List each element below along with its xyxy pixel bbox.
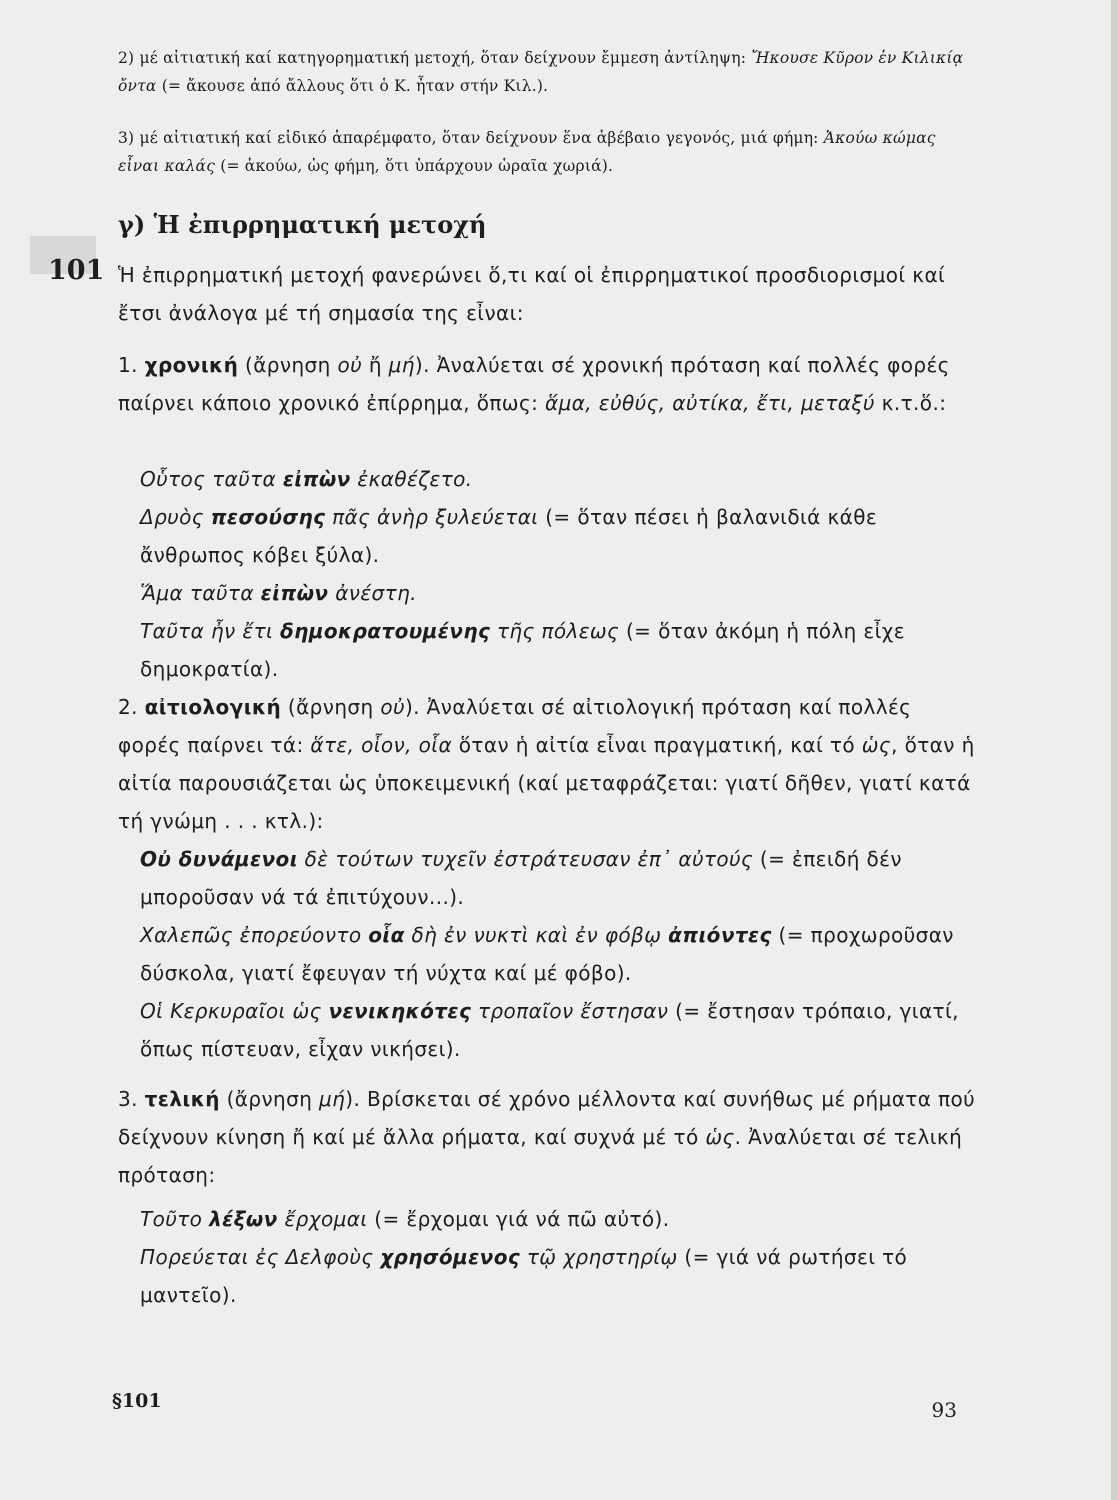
text-run: ὡς xyxy=(861,733,892,757)
text-run: εἰπὼν xyxy=(282,467,351,491)
text-run: (= ἔρχομαι γιά νά πῶ αὐτό). xyxy=(367,1207,670,1231)
text-run: εἰπὼν xyxy=(260,581,329,605)
text-run: Οὗτος ταῦτα xyxy=(140,467,283,491)
text-run: (= ἔστησαν τρόπαιο, γιατί, ὅπως πίστευαν, εἶχαν νικήσει). xyxy=(140,999,959,1061)
text-run: Πορεύεται ἐς Δελφοὺς xyxy=(140,1245,381,1269)
item-3 xyxy=(118,124,977,180)
final-examples xyxy=(140,1200,977,1314)
text-run: (= προχωροῦσαν δύσκολα, γιατί ἔφευγαν τή νύχτα καί μέ φόβο). xyxy=(140,923,954,985)
margin-paragraph-number: 101 xyxy=(48,255,105,286)
text-run: ἔρχομαι xyxy=(277,1207,368,1231)
text-run: 3. xyxy=(118,1087,145,1111)
text-run: (ἄρνηση xyxy=(281,695,381,719)
text-run: οὐ xyxy=(380,695,405,719)
page-number: 93 xyxy=(931,1398,957,1422)
term-causal: αἰτιολογική xyxy=(144,695,282,719)
text-run: 3) xyxy=(118,129,135,147)
text-run: μέ αἰτιατική καί κατηγορηματική μετοχή, ὅταν δείχνουν ἔμμεση ἀντίληψη: xyxy=(134,49,752,67)
example-line xyxy=(140,1200,977,1238)
final-paragraph xyxy=(118,1080,977,1194)
text-run: 2. xyxy=(118,695,145,719)
text-run: (= ὅταν ἀκόμη ἡ πόλη εἶχε δημοκρατία). xyxy=(140,619,905,681)
example-line xyxy=(140,574,977,612)
text-run: (= ἄκουσε ἀπό ἄλλους ὅτι ὁ Κ. ἦταν στήν Κιλ.). xyxy=(156,77,549,95)
text-run: ἐκαθέζετο. xyxy=(350,467,473,491)
text-run: πεσούσης xyxy=(210,505,326,529)
text-run: ). Ἀναλύεται σέ αἰτιολογική πρόταση καί πολλές φορές παίρνει τά: xyxy=(118,695,912,757)
text-run: (= ὅταν πέσει ἡ βαλανιδιά κάθε ἄνθρωπος κόβει ξύλα). xyxy=(140,505,878,567)
text-run: 1. xyxy=(118,353,145,377)
text-run: χρησόμενος xyxy=(380,1245,521,1269)
text-run: Ἀκούω κώμας εἶναι καλάς xyxy=(118,129,936,175)
text-run: ἀπιόντες xyxy=(668,923,772,947)
temporal-examples xyxy=(140,460,977,688)
text-run: δημοκρατουμένης xyxy=(279,619,491,643)
text-run: Ταῦτα ἦν ἔτι xyxy=(140,619,280,643)
example-line xyxy=(140,992,977,1068)
text-run: , ὅταν ἡ αἰτία παρουσιάζεται ὡς ὑποκειμενική (καί μεταφράζεται: γιατί δῆθεν, γιατί κατά τή γνώμη . . . κτλ.): xyxy=(118,733,975,833)
example-line xyxy=(140,1238,977,1314)
text-run: ὡς xyxy=(705,1125,735,1149)
text-run: λέξων xyxy=(209,1207,278,1231)
text-run: μή xyxy=(388,353,415,377)
text-run: ). Ἀναλύεται σέ χρονική πρόταση καί πολλές φορές παίρνει κάποιο χρονικό ἐπίρρημα, ὅπως: xyxy=(118,353,950,415)
example-line xyxy=(140,498,977,574)
text-run: οὐ xyxy=(337,353,363,377)
text-run: κ.τ.ὅ.: xyxy=(874,391,947,415)
text-run: ἀνέστη. xyxy=(328,581,417,605)
text-run: τροπαῖον ἔστησαν xyxy=(471,999,669,1023)
text-run: (ἄρνηση xyxy=(238,353,338,377)
text-run: πᾶς ἀνὴρ ξυλεύεται xyxy=(325,505,539,529)
example-line xyxy=(140,460,977,498)
causal-examples xyxy=(140,840,977,1068)
text-run: (= ἐπειδή δέν μποροῦσαν νά τά ἐπιτύχουν...). xyxy=(140,847,902,909)
text-run: ἤ xyxy=(362,353,389,377)
text-run: μή xyxy=(319,1087,346,1111)
text-run: δὴ ἐν νυκτὶ καὶ ἐν φόβῳ xyxy=(404,923,669,947)
text-run: (= ἀκούω, ὡς φήμη, ὅτι ὑπάρχουν ὡραῖα χωριά). xyxy=(215,157,614,175)
section-heading: γ) Ἡ ἐπιρρηματική μετοχή xyxy=(118,210,487,239)
text-run: δὲ τούτων τυχεῖν ἐστράτευσαν ἐπ᾽ αὐτούς xyxy=(297,847,754,871)
text-run: ἅτε, οἷον, οἷα xyxy=(310,733,453,757)
text-run: Τοῦτο xyxy=(140,1207,210,1231)
text-run: νενικηκότες xyxy=(328,999,472,1023)
text-run: ὅταν ἡ αἰτία εἶναι πραγματική, καί τό xyxy=(452,733,862,757)
page-gutter xyxy=(1111,0,1117,1500)
text-run: Χαλεπῶς ἐπορεύοντο xyxy=(140,923,369,947)
example-line xyxy=(140,612,977,688)
item-2 xyxy=(118,44,977,100)
text-run: Οἱ Κερκυραῖοι ὡς xyxy=(140,999,329,1023)
text-run: ). Βρίσκεται σέ χρόνο μέλλοντα καί συνήθως μέ ρήματα πού δείχνουν κίνηση ἤ καί μέ ἄλλα ρήματα, καί συχνά μέ τό xyxy=(118,1087,976,1149)
text-run: Ἅμα ταῦτα xyxy=(140,581,261,605)
term-temporal: χρονική xyxy=(144,353,239,377)
term-final: τελική xyxy=(144,1087,220,1111)
example-line xyxy=(140,916,977,992)
text-run: . Ἀναλύεται σέ τελική πρόταση: xyxy=(118,1125,963,1187)
text-run: ἅμα, εὐθύς, αὐτίκα, ἔτι, μεταξύ xyxy=(544,391,875,415)
text-run: 2) xyxy=(118,49,135,67)
intro-paragraph: Ἡ ἐπιρρηματική μετοχή φανερώνει ὅ,τι καί οἱ ἐπιρρηματικοί προσδιορισμοί καί ἔτσι ἀνάλογα μέ τή σημασία της εἶναι: xyxy=(118,263,946,325)
temporal-paragraph xyxy=(118,346,977,422)
text-run: (= γιά νά ρωτήσει τό μαντεῖο). xyxy=(140,1245,908,1307)
causal-paragraph xyxy=(118,688,977,840)
text-run: τῷ χρηστηρίῳ xyxy=(520,1245,678,1269)
example-line xyxy=(140,840,977,916)
text-run: Δρυὸς xyxy=(140,505,211,529)
text-run: τῆς πόλεως xyxy=(490,619,620,643)
text-run: οἷα xyxy=(368,923,405,947)
text-run: (ἄρνηση xyxy=(219,1087,320,1111)
text-run: Οὐ δυνάμενοι xyxy=(140,847,298,871)
text-run: Ἤκουσε Κῦρον ἐν Κιλικίᾳ ὄντα xyxy=(118,49,964,95)
footer-section-ref: §101 xyxy=(112,1390,162,1412)
text-run: μέ αἰτιατική καί εἰδικό ἀπαρέμφατο, ὅταν δείχνουν ἕνα ἀβέβαιο γεγονός, μιά φήμη: xyxy=(134,129,824,147)
